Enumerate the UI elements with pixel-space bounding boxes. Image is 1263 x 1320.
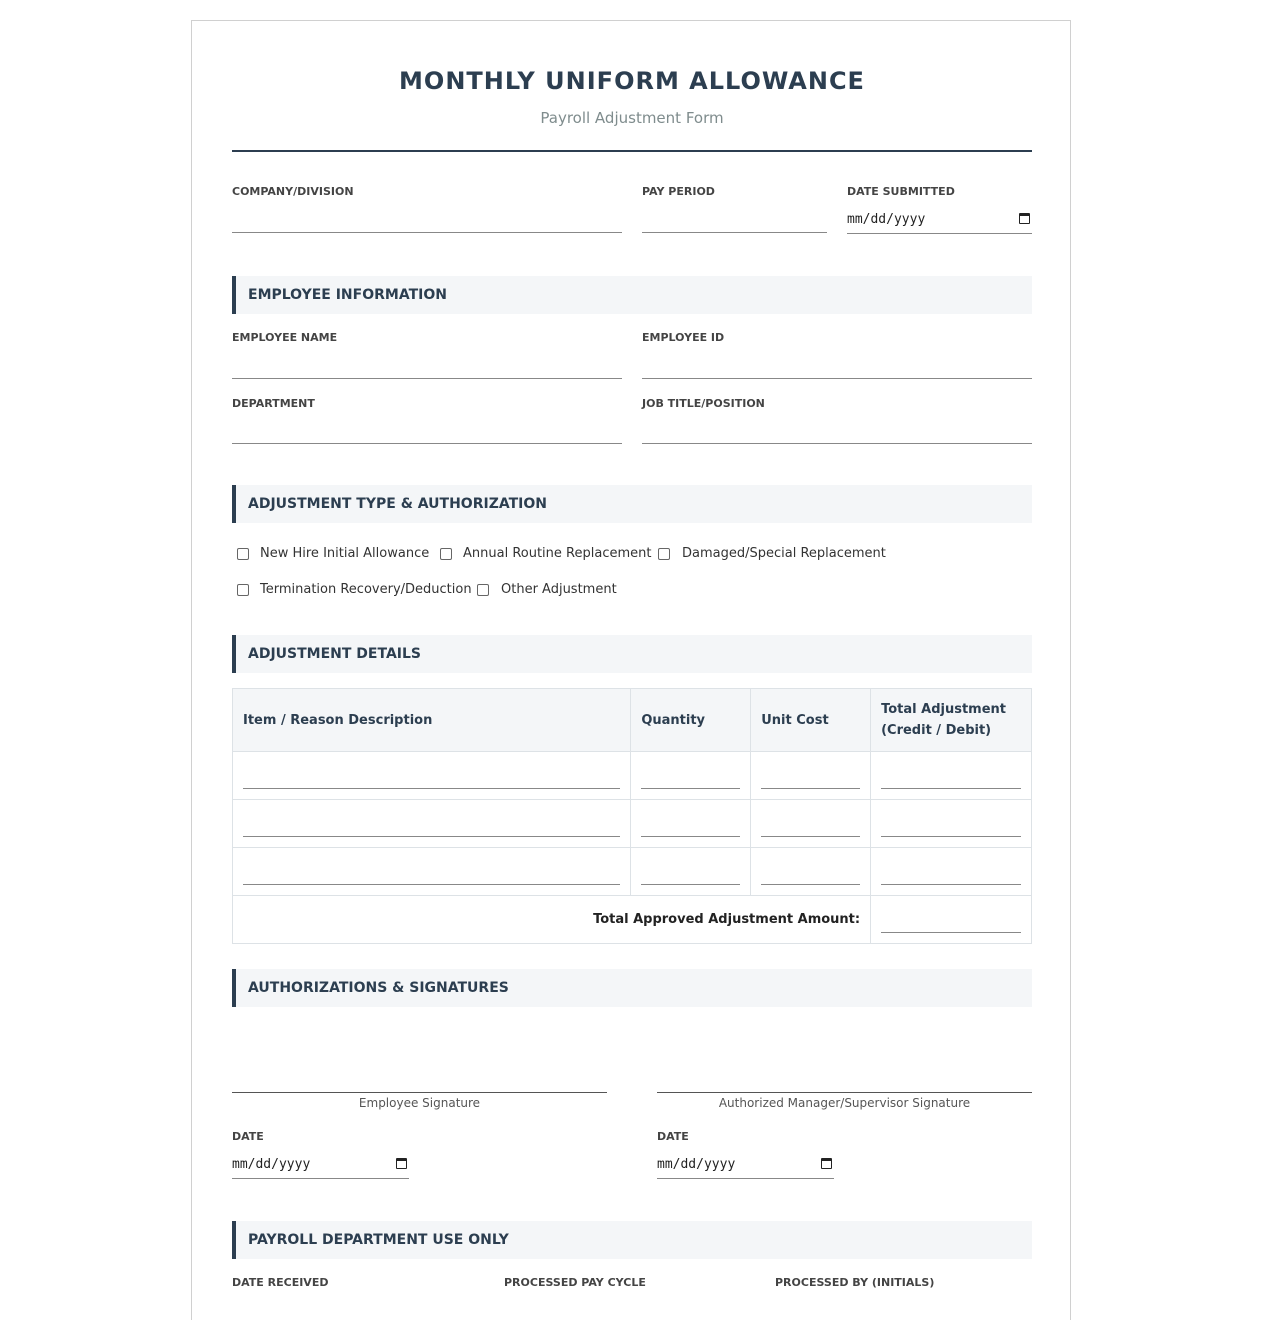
manager-date-placeholder: mm/dd/yyyy <box>657 1157 736 1172</box>
department-input[interactable] <box>232 443 622 444</box>
section-authorizations-signatures <box>232 969 1032 1007</box>
manager-signature-line[interactable] <box>657 1092 1032 1093</box>
description-input[interactable] <box>243 788 620 789</box>
description-input[interactable] <box>243 884 620 885</box>
checkbox-label-damaged-replacement: Damaged/Special Replacement <box>682 546 886 561</box>
checkbox-label-other-adjustment: Other Adjustment <box>501 582 617 597</box>
column-header-unit-cost: Unit Cost <box>751 689 871 752</box>
department-label: DEPARTMENT <box>232 397 315 410</box>
quantity-cell[interactable] <box>631 752 751 800</box>
employee-signature-label: Employee Signature <box>358 1096 481 1110</box>
total-approved-label: Total Approved Adjustment Amount: <box>233 896 871 944</box>
description-cell[interactable] <box>233 752 631 800</box>
column-header-description: Item / Reason Description <box>233 689 631 752</box>
checkbox-label-annual-replacement: Annual Routine Replacement <box>463 546 652 561</box>
processed-by-label: PROCESSED BY (INITIALS) <box>775 1276 935 1289</box>
company-label: COMPANY/DIVISION <box>232 185 354 198</box>
employee-date-label: DATE <box>232 1130 264 1143</box>
description-cell[interactable] <box>233 848 631 896</box>
unit-cost-input[interactable] <box>761 836 860 837</box>
date-submitted-placeholder: mm/dd/yyyy <box>847 212 926 227</box>
unit-cost-input[interactable] <box>761 884 860 885</box>
table-total-row <box>233 896 1032 944</box>
total-input[interactable] <box>881 836 1021 837</box>
total-approved-input[interactable] <box>881 932 1021 933</box>
employee-signature-line[interactable] <box>232 1092 607 1093</box>
total-input[interactable] <box>881 788 1021 789</box>
column-header-total-adjustment <box>871 689 1032 752</box>
form-subtitle: Payroll Adjustment Form <box>540 109 724 127</box>
description-cell[interactable] <box>233 800 631 848</box>
adjustment-details-table <box>232 688 1032 944</box>
section-title: PAYROLL DEPARTMENT USE ONLY <box>248 1232 509 1248</box>
employee-name-label: EMPLOYEE NAME <box>232 331 338 344</box>
section-title: ADJUSTMENT DETAILS <box>248 646 421 662</box>
total-adjustment-header-line2: (Credit / Debit) <box>881 723 992 738</box>
column-header-quantity: Quantity <box>631 689 751 752</box>
total-cell[interactable] <box>871 848 1032 896</box>
checkbox-new-hire[interactable] <box>237 548 249 560</box>
quantity-cell[interactable] <box>631 848 751 896</box>
quantity-input[interactable] <box>641 884 740 885</box>
job-title-input[interactable] <box>642 443 1032 444</box>
unit-cost-input[interactable] <box>761 788 860 789</box>
company-input[interactable] <box>232 232 622 233</box>
manager-date-label: DATE <box>657 1130 689 1143</box>
section-employee-information <box>232 276 1032 314</box>
checkbox-damaged-replacement[interactable] <box>658 548 670 560</box>
pay-cycle-label: PROCESSED PAY CYCLE <box>504 1276 646 1289</box>
table-row <box>233 752 1032 800</box>
manager-date-input[interactable] <box>657 1154 834 1179</box>
section-title: AUTHORIZATIONS & SIGNATURES <box>248 980 509 996</box>
total-cell[interactable] <box>871 800 1032 848</box>
date-received-label: DATE RECEIVED <box>232 1276 329 1289</box>
section-payroll-use-only <box>232 1221 1032 1259</box>
total-approved-cell[interactable] <box>871 896 1032 944</box>
total-adjustment-header-line1: Total Adjustment <box>881 702 1006 717</box>
section-adjustment-details <box>232 635 1032 673</box>
description-input[interactable] <box>243 836 620 837</box>
calendar-icon[interactable] <box>1019 213 1030 224</box>
calendar-icon[interactable] <box>396 1158 407 1169</box>
date-submitted-input[interactable] <box>847 209 1032 234</box>
date-submitted-label: DATE SUBMITTED <box>847 185 955 198</box>
table-row <box>233 848 1032 896</box>
form-title: MONTHLY UNIFORM ALLOWANCE <box>399 67 865 95</box>
section-title: EMPLOYEE INFORMATION <box>248 287 447 303</box>
title-divider <box>232 150 1032 152</box>
employee-name-input[interactable] <box>232 378 622 379</box>
pay-period-label: PAY PERIOD <box>642 185 715 198</box>
unit-cost-cell[interactable] <box>751 800 871 848</box>
unit-cost-cell[interactable] <box>751 752 871 800</box>
table-header-row <box>233 689 1032 752</box>
section-adjustment-type <box>232 485 1032 523</box>
unit-cost-cell[interactable] <box>751 848 871 896</box>
quantity-input[interactable] <box>641 836 740 837</box>
quantity-cell[interactable] <box>631 800 751 848</box>
total-input[interactable] <box>881 884 1021 885</box>
checkbox-other-adjustment[interactable] <box>477 584 489 596</box>
employee-id-label: EMPLOYEE ID <box>642 331 725 344</box>
employee-id-input[interactable] <box>642 378 1032 379</box>
job-title-label: JOB TITLE/POSITION <box>642 397 765 410</box>
calendar-icon[interactable] <box>821 1158 832 1169</box>
form-page <box>191 20 1071 1320</box>
employee-date-placeholder: mm/dd/yyyy <box>232 1157 311 1172</box>
manager-signature-label: Authorized Manager/Supervisor Signature <box>718 1096 971 1110</box>
checkbox-termination-recovery[interactable] <box>237 584 249 596</box>
total-cell[interactable] <box>871 752 1032 800</box>
table-row <box>233 800 1032 848</box>
checkbox-label-termination-recovery: Termination Recovery/Deduction <box>260 582 472 597</box>
pay-period-input[interactable] <box>642 232 827 233</box>
quantity-input[interactable] <box>641 788 740 789</box>
checkbox-annual-replacement[interactable] <box>440 548 452 560</box>
section-title: ADJUSTMENT TYPE & AUTHORIZATION <box>248 496 547 512</box>
checkbox-label-new-hire: New Hire Initial Allowance <box>260 546 430 561</box>
employee-date-input[interactable] <box>232 1154 409 1179</box>
